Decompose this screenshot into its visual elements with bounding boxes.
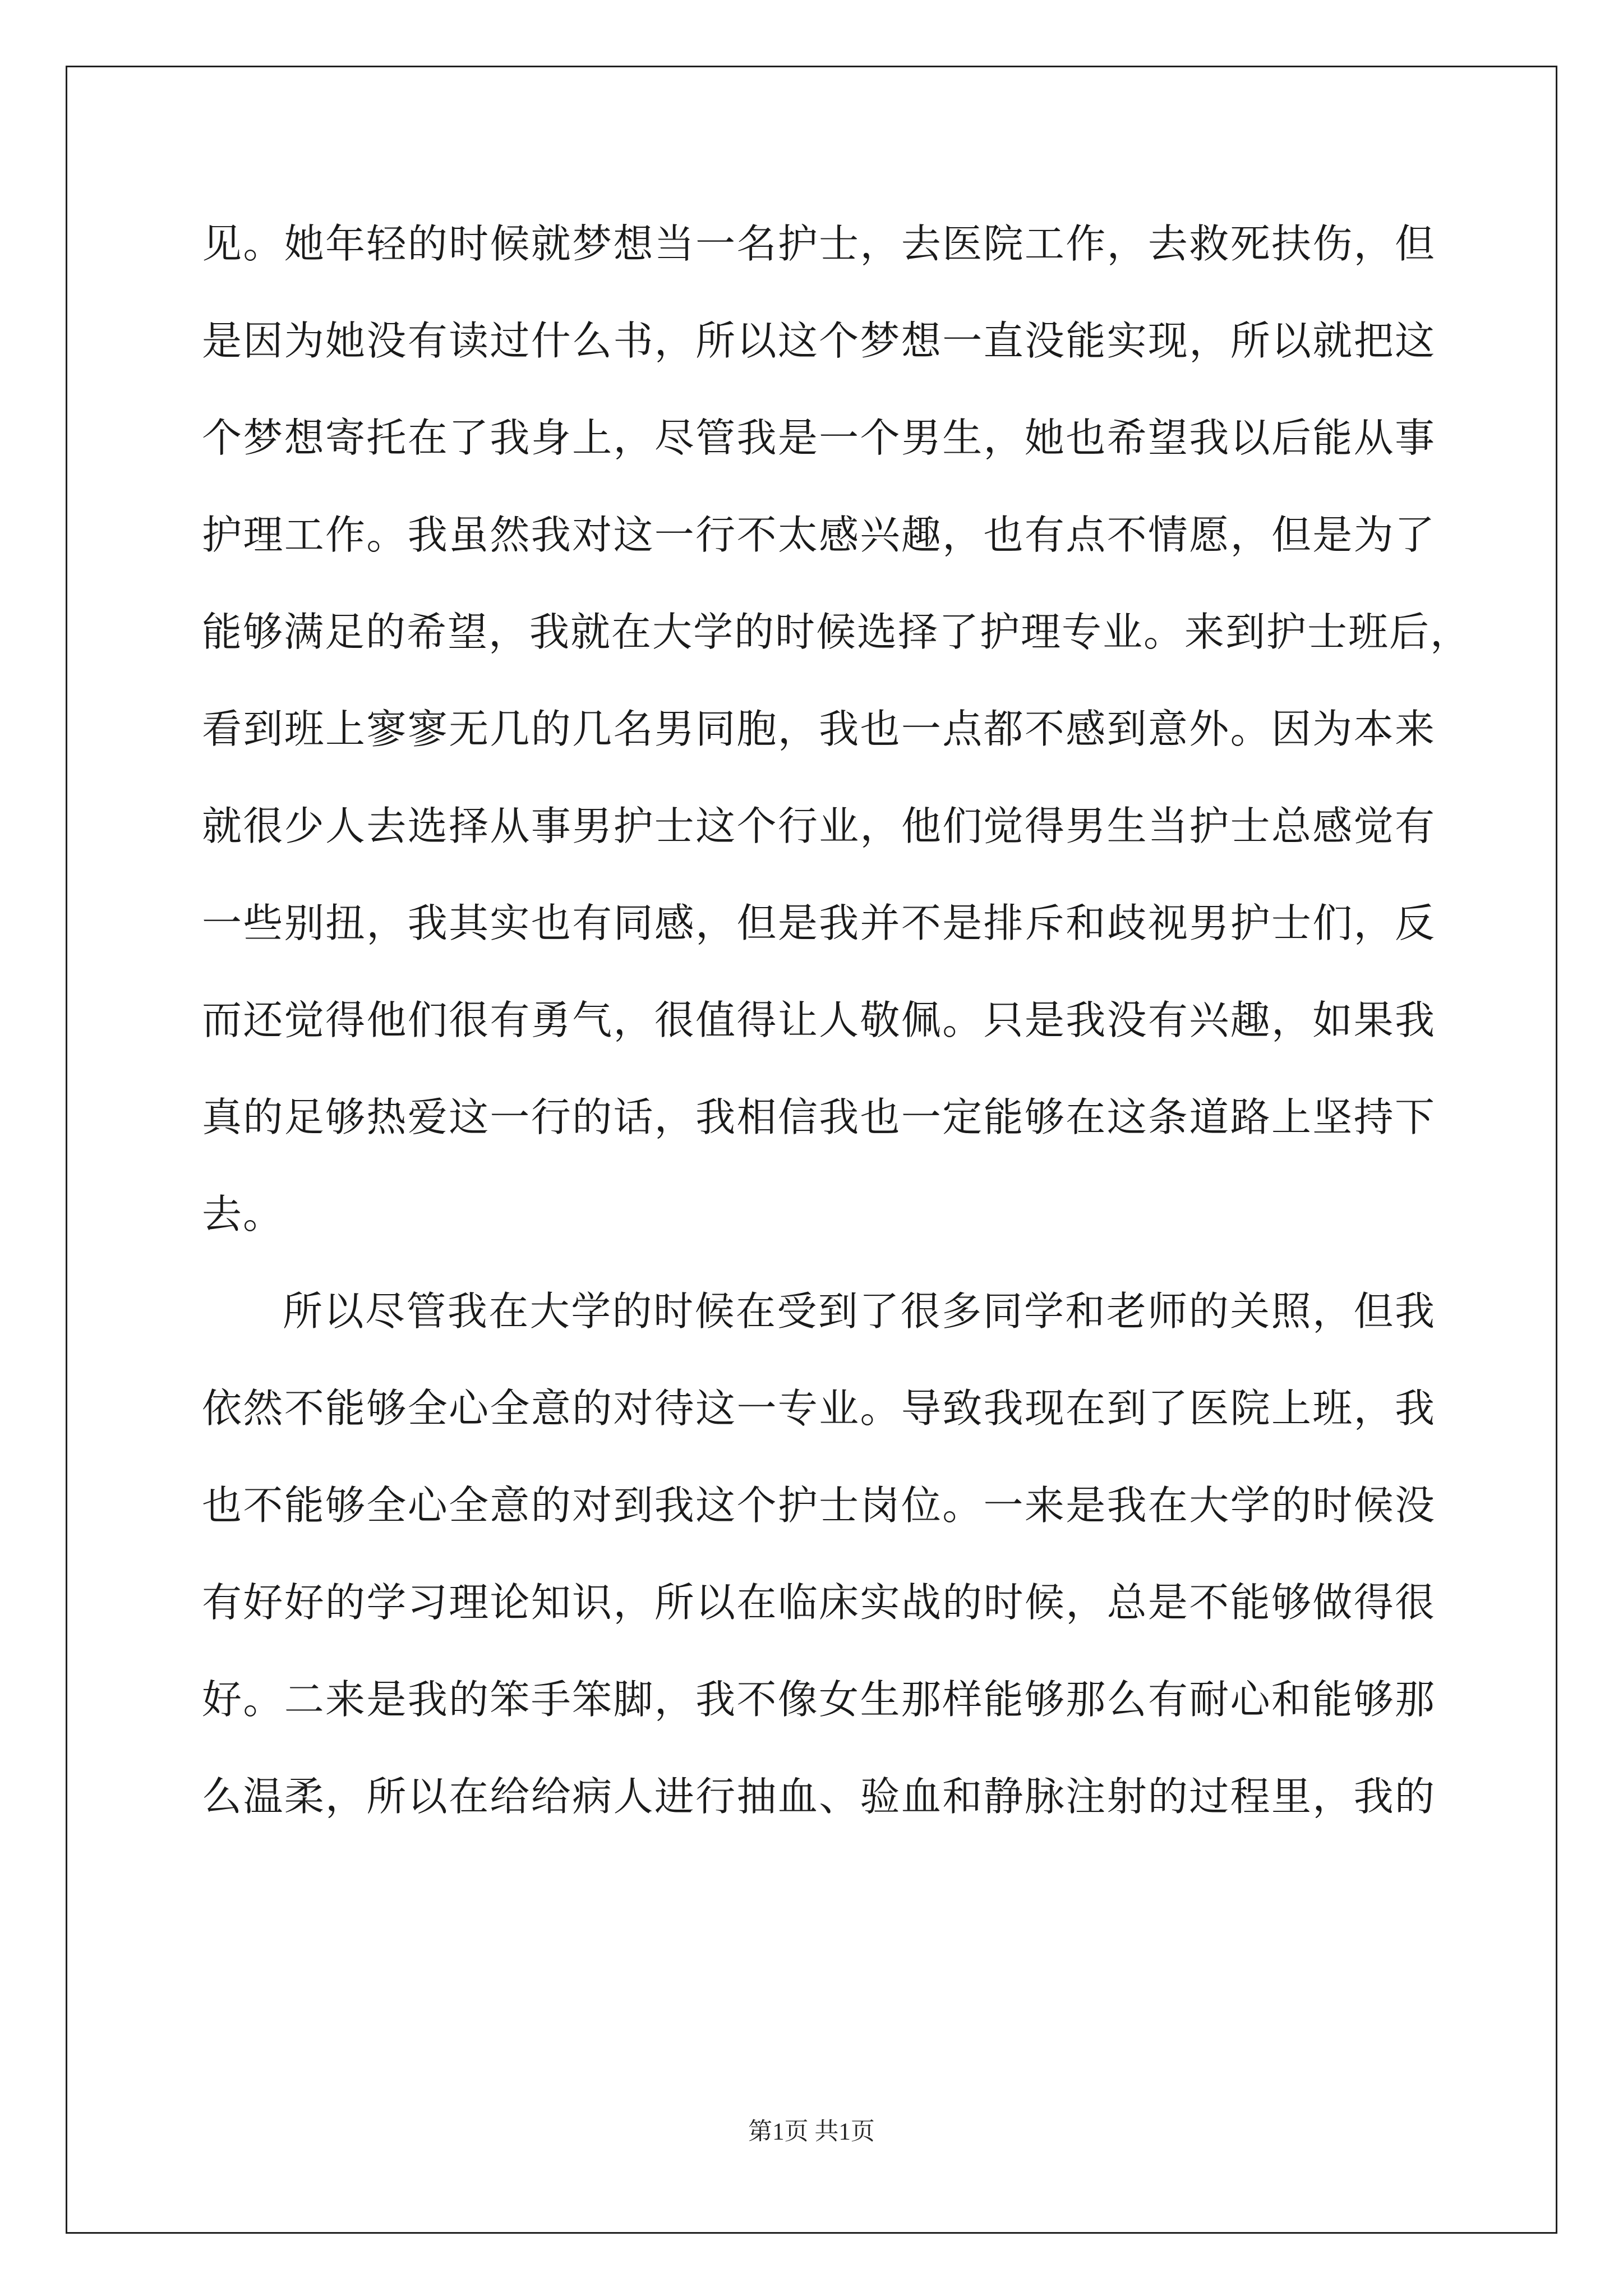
text-line: 能够满足的希望，我就在大学的时候选择了护理专业。来到护士班后， xyxy=(202,609,1472,655)
text-line: 么温柔，所以在给给病人进行抽血、验血和静脉注射的过程里，我的 xyxy=(202,1773,1436,1820)
text-line: 而还觉得他们很有勇气，很值得让人敬佩。只是我没有兴趣，如果我 xyxy=(202,997,1436,1043)
text-line: 个梦想寄托在了我身上，尽管我是一个男生，她也希望我以后能从事 xyxy=(202,415,1436,461)
document-body xyxy=(202,220,1472,1871)
text-line: 所以尽管我在大学的时候在受到了很多同学和老师的关照，但我 xyxy=(283,1288,1436,1335)
text-line: 去。 xyxy=(202,1191,284,1237)
text-line: 就很少人去选择从事男护士这个行业，他们觉得男生当护士总感觉有 xyxy=(202,803,1436,849)
text-line: 依然不能够全心全意的对待这一专业。导致我现在到了医院上班，我 xyxy=(202,1385,1436,1432)
text-line: 见。她年轻的时候就梦想当一名护士，去医院工作，去救死扶伤，但 xyxy=(202,220,1436,267)
text-line: 看到班上寥寥无几的几名男同胞，我也一点都不感到意外。因为本来 xyxy=(202,706,1436,752)
text-line: 也不能够全心全意的对到我这个护士岗位。一来是我在大学的时候没 xyxy=(202,1482,1436,1529)
page-footer: 第1页 共1页 xyxy=(748,2119,875,2145)
text-line: 有好好的学习理论知识，所以在临床实战的时候，总是不能够做得很 xyxy=(202,1579,1436,1626)
text-line: 真的足够热爱这一行的话，我相信我也一定能够在这条道路上坚持下 xyxy=(202,1094,1436,1140)
text-line: 是因为她没有读过什么书，所以这个梦想一直没能实现，所以就把这 xyxy=(202,318,1436,364)
text-line: 一些别扭，我其实也有同感，但是我并不是排斥和歧视男护士们，反 xyxy=(202,900,1436,946)
text-line: 好。二来是我的笨手笨脚，我不像女生那样能够那么有耐心和能够那 xyxy=(202,1676,1436,1723)
text-line: 护理工作。我虽然我对这一行不太感兴趣，也有点不情愿，但是为了 xyxy=(202,512,1436,558)
